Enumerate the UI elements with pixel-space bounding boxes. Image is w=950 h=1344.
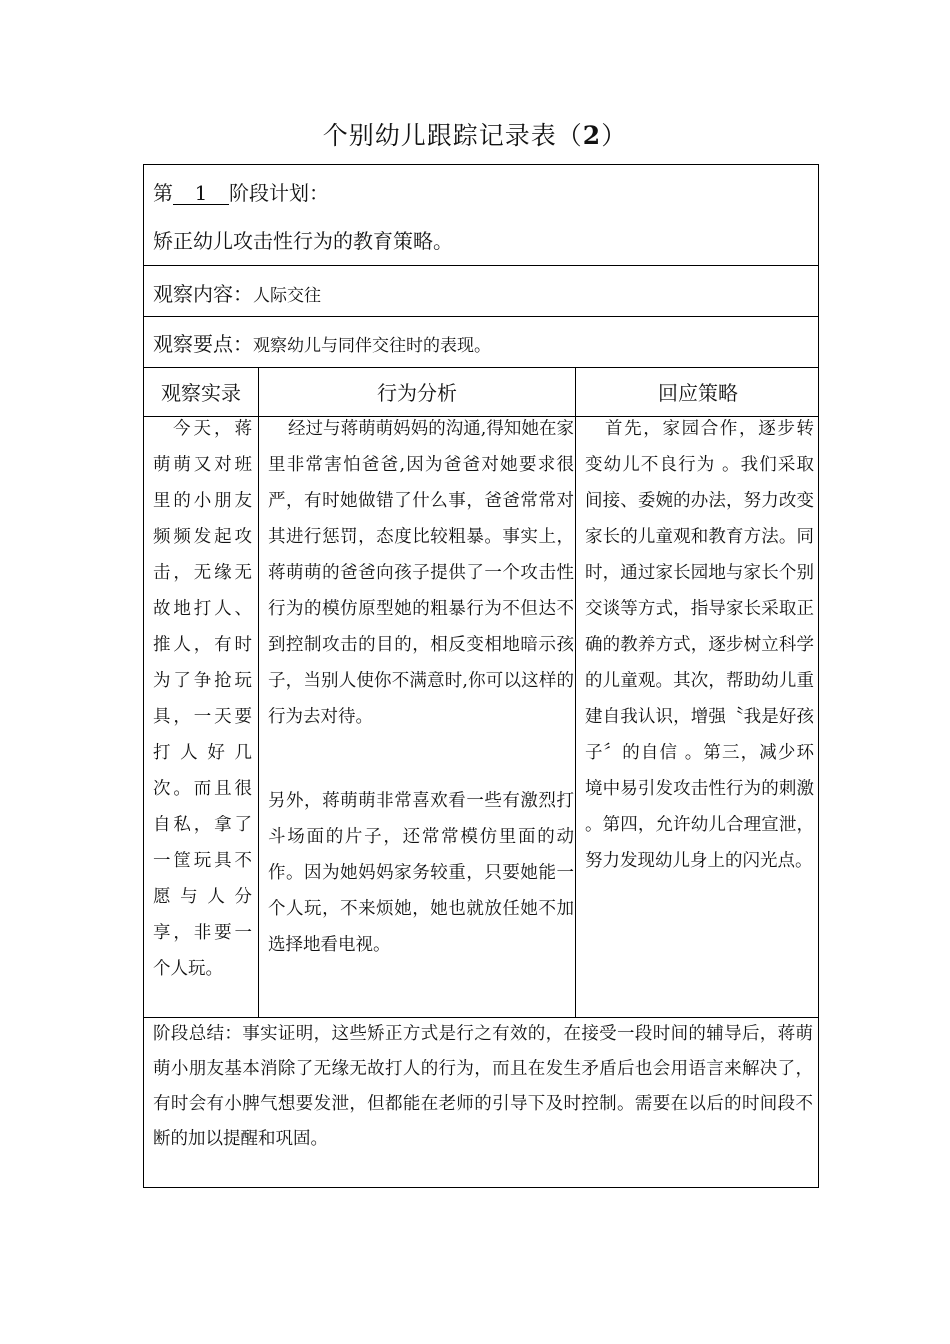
analysis-cell-extra: 另外，蒋萌萌非常喜欢看一些有激烈打斗场面的片子，还常常模仿里面的动作。因为她妈妈家务较重，只要她能一个人玩，不来烦她，她也就放任她不加选择地看电视。 — [268, 791, 574, 955]
stage-plan-line — [153, 177, 329, 206]
observe-points-row — [153, 328, 491, 357]
observe-points-label: 观察要点： — [153, 332, 253, 356]
observe-content-value: 人际交往 — [253, 286, 321, 306]
column-header-strategy: 回应策略 — [658, 381, 738, 405]
column-divider — [258, 367, 259, 1017]
analysis-cell: 经过与蒋萌萌妈妈的沟通,得知她在家里非常害怕爸爸,因为爸爸对她要求很严，有时她做错了什么事，爸爸常常对其进行惩罚，态度比较粗暴。事实上，蒋萌萌的爸爸向孩子提供了一个攻击性行为的模仿原型她的粗暴行为不但达不到控制攻击的目的，相反变相地暗示孩子，当别人使你不满意时,你可以这样的行为去对待。 — [268, 419, 574, 727]
title-text: 个别幼儿跟踪记录表（ — [322, 121, 583, 150]
column-header-record: 观察实录 — [161, 381, 241, 405]
record-cell: 今天，蒋萌萌又对班里的小朋友频频发起攻击，无缘无故地打人、推人，有时为了争抢玩具，一天要打人好几次。而且很自私，拿了一筐玩具不愿与人分享，非要一个人玩。 — [153, 419, 252, 979]
column-divider — [575, 367, 576, 1017]
record-table — [143, 164, 819, 1188]
row-divider — [144, 367, 818, 368]
row-divider — [144, 316, 818, 317]
row-divider — [144, 265, 818, 266]
strategy-cell: 首先，家园合作，逐步转变幼儿不良行为 。我们采取间接、委婉的办法，努力改变家长的儿童观和教育方法。同时，通过家长园地与家长个别交谈等方式，指导家长采取正确的教养方式，逐步树立科学的儿童观。其次，帮助幼儿重建自我认识，增强〝我是好孩子〞的自信 。第三，减少环境中易引发攻击性行为的刺激 。第四，允许幼儿合理宣泄，努力发现幼儿身上的闪光点。 — [585, 419, 814, 871]
observe-content-row — [153, 278, 321, 307]
stage-suffix: 阶段计划： — [229, 181, 329, 205]
stage-goal: 矫正幼儿攻击性行为的教育策略。 — [153, 229, 453, 253]
stage-summary: 阶段总结：事实证明，这些矫正方式是行之有效的，在接受一段时间的辅导后，蒋萌萌小朋友基本消除了无缘无故打人的行为，而且在发生矛盾后也会用语言来解决了，有时会有小脾气想要发泄，但都能在老师的引导下及时控制。需要在以后的时间段不断的加以提醒和巩固。 — [153, 1024, 813, 1149]
column-header-analysis: 行为分析 — [377, 381, 457, 405]
page-title — [0, 116, 950, 152]
observe-points-value: 观察幼儿与同伴交往时的表现。 — [253, 336, 491, 356]
title-number: 2 — [582, 121, 602, 150]
observe-content-label: 观察内容： — [153, 282, 253, 306]
title-close: ） — [601, 121, 628, 150]
stage-number: 1 — [173, 182, 229, 205]
stage-prefix: 第 — [153, 181, 173, 205]
